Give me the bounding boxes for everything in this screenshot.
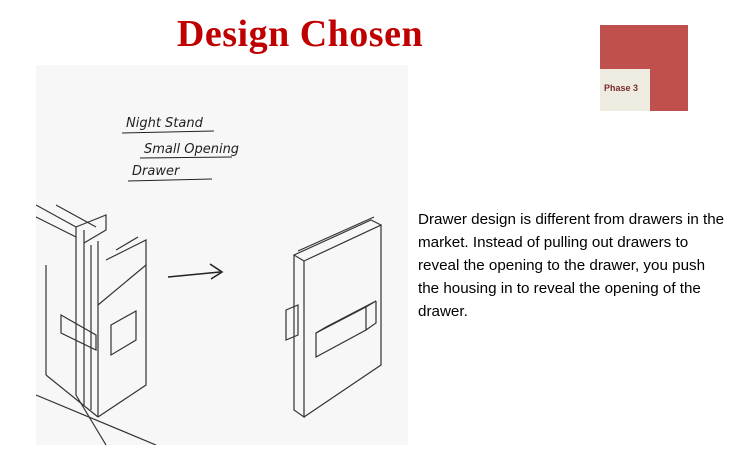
slide-title: Design Chosen	[176, 13, 424, 55]
drawer-sketch-image	[36, 65, 408, 445]
sketch-note-2: Small Opening	[144, 142, 240, 157]
phase-label: Phase 3	[604, 83, 639, 93]
phase-badge	[600, 25, 688, 111]
design-description: Drawer design is different from drawers in the market. Instead of pulling out drawers to reveal the opening to the drawer, you push the housing in to reveal the opening of the drawer.	[418, 211, 725, 320]
sketch-note-1: Night Stand	[126, 116, 203, 131]
sketch-note-3: Drawer	[132, 164, 180, 179]
